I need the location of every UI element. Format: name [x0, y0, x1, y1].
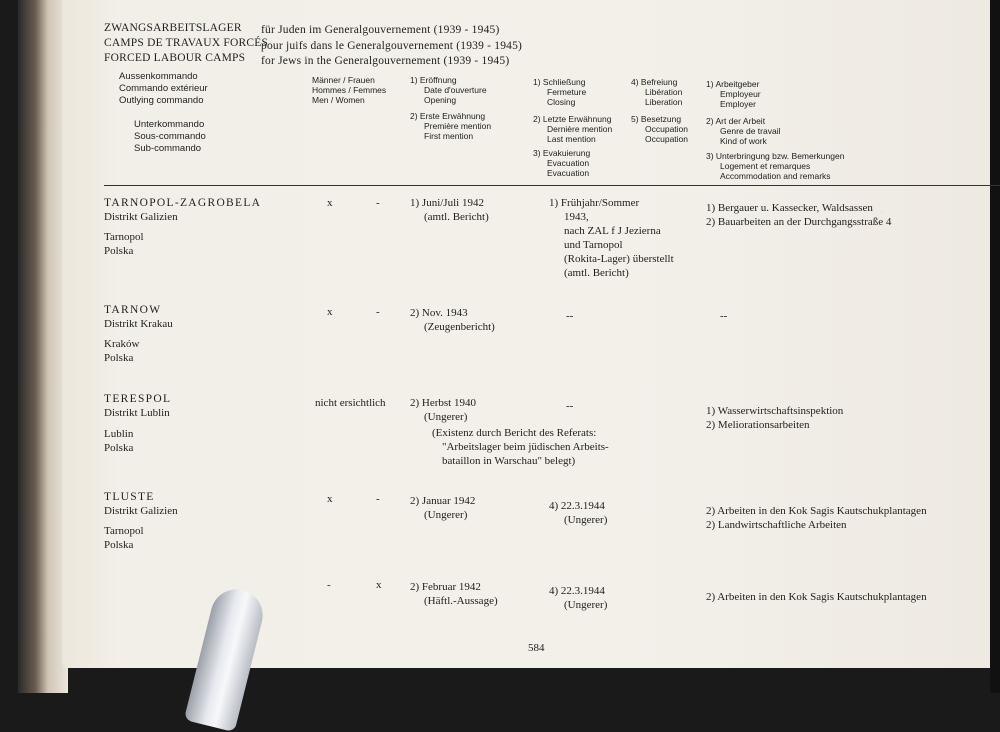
camp-name: TARNOPOL-ZAGROBELA — [104, 197, 262, 209]
occupation-de: 5) Besetzung — [631, 114, 682, 124]
outlying-fr: Commando extérieur — [119, 83, 208, 94]
closed-line: (Ungerer) — [564, 599, 608, 611]
liberation-de: 4) Befreiung — [631, 77, 678, 87]
town: Kraków — [104, 338, 140, 350]
work-kind-fr: Genre de travail — [720, 126, 781, 136]
first-mention-de: 2) Erste Erwähnung — [410, 111, 486, 121]
liberation-fr: Libération — [645, 87, 683, 97]
town: Tarnopol — [104, 525, 144, 537]
remark-line: 2) Bauarbeiten an der Durchgangsstraße 4 — [706, 216, 892, 228]
men-mark: - — [327, 579, 331, 591]
closing-de: 1) Schließung — [533, 77, 586, 87]
liberation-en: Liberation — [645, 97, 683, 107]
remark-line: 1) Wasserwirtschaftsinspektion — [706, 405, 844, 417]
last-mention-fr: Dernière mention — [547, 124, 613, 134]
last-mention-de: 2) Letzte Erwähnung — [533, 114, 612, 124]
opened-line: "Arbeitslager beim jüdischen Arbeits- — [442, 441, 609, 453]
gender-en: Men / Women — [312, 95, 365, 105]
closed-line: (amtl. Bericht) — [564, 267, 629, 279]
closed-line: (Ungerer) — [564, 514, 608, 526]
closed-line: 1) Frühjahr/Sommer — [549, 197, 640, 209]
camp-name: TARNOW — [104, 304, 162, 316]
women-mark: - — [376, 197, 380, 209]
closed-line: (Rokita-Lager) überstellt — [564, 253, 674, 265]
remark-line: 2) Arbeiten in den Kok Sagis Kautschukplantagen — [706, 591, 927, 603]
opened-line: (Häftl.-Aussage) — [424, 595, 498, 607]
camp-type-en: FORCED LABOUR CAMPS — [104, 52, 246, 64]
outlying-en: Outlying commando — [119, 95, 204, 106]
last-mention-en: Last mention — [547, 134, 596, 144]
remark-line: 2) Arbeiten in den Kok Sagis Kautschukplantagen — [706, 505, 927, 517]
closing-fr: Fermeture — [547, 87, 587, 97]
closed-line: nach ZAL f J Jezierna — [564, 225, 661, 237]
district: Distrikt Galizien — [104, 211, 178, 223]
opened-line: 1) Juni/Juli 1942 — [410, 197, 484, 209]
opened-line: (Ungerer) — [424, 509, 468, 521]
camp-name: TLUSTE — [104, 491, 155, 503]
header-for-fr: pour juifs dans le Generalgouvernement (1939 - 1945) — [261, 40, 523, 52]
employer-en: Employer — [720, 99, 756, 109]
accommodation-fr: Logement et remarques — [720, 161, 811, 171]
camp-name: TERESPOL — [104, 393, 172, 405]
occupation-en: Occupation — [645, 134, 688, 144]
remark-line: 2) Meliorationsarbeiten — [706, 419, 810, 431]
remark-line: 1) Bergauer u. Kassecker, Waldsassen — [706, 202, 873, 214]
closed-line: -- — [566, 400, 574, 412]
closed-line: -- — [566, 310, 574, 322]
camp-type-de: ZWANGSARBEITSLAGER — [104, 22, 242, 34]
town: Lublin — [104, 428, 134, 440]
remark-line: -- — [720, 310, 728, 322]
employer-de: 1) Arbeitgeber — [706, 79, 760, 89]
closed-line: und Tarnopol — [564, 239, 623, 251]
header-for-en: for Jews in the Generalgouvernement (1939 - 1945) — [261, 55, 510, 67]
first-mention-fr: Première mention — [424, 121, 492, 131]
evacuation-fr: Evacuation — [547, 158, 590, 168]
closed-line: 4) 22.3.1944 — [549, 500, 605, 512]
header-for-de: für Juden im Generalgouvernement (1939 - 1945) — [261, 24, 500, 36]
header-divider — [104, 185, 1000, 186]
closed-line: 4) 22.3.1944 — [549, 585, 605, 597]
page-number: 584 — [528, 642, 545, 654]
district: Distrikt Lublin — [104, 407, 170, 419]
sub-en: Sub-commando — [134, 143, 202, 154]
book-spine-edge — [18, 0, 68, 693]
opening-de: 1) Eröffnung — [410, 75, 457, 85]
opened-line: 2) Nov. 1943 — [410, 307, 468, 319]
women-mark: - — [376, 493, 380, 505]
background-edge — [990, 0, 1000, 693]
work-kind-de: 2) Art der Arbeit — [706, 116, 766, 126]
first-mention-en: First mention — [424, 131, 474, 141]
camp-type-fr: CAMPS DE TRAVAUX FORCÉS — [104, 37, 269, 49]
opening-fr: Date d'ouverture — [424, 85, 487, 95]
men-women-note: nicht ersichtlich — [315, 397, 386, 409]
accommodation-de: 3) Unterbringung bzw. Bemerkungen — [706, 151, 845, 161]
men-mark: x — [327, 197, 333, 209]
work-kind-en: Kind of work — [720, 136, 767, 146]
opened-line: (Ungerer) — [424, 411, 468, 423]
accommodation-en: Accommodation and remarks — [720, 171, 831, 181]
women-mark: - — [376, 306, 380, 318]
district: Distrikt Galizien — [104, 505, 178, 517]
gender-fr: Hommes / Femmes — [312, 85, 387, 95]
opening-en: Opening — [424, 95, 457, 105]
remark-line: 2) Landwirtschaftliche Arbeiten — [706, 519, 847, 531]
country: Polska — [104, 539, 134, 551]
evacuation-de: 3) Evakuierung — [533, 148, 591, 158]
men-mark: x — [327, 493, 333, 505]
sub-fr: Sous-commando — [134, 131, 206, 142]
opened-line: (amtl. Bericht) — [424, 211, 489, 223]
opened-line: 2) Herbst 1940 — [410, 397, 476, 409]
men-mark: x — [327, 306, 333, 318]
gender-de: Männer / Frauen — [312, 75, 375, 85]
sub-de: Unterkommando — [134, 119, 205, 130]
closed-line: 1943, — [564, 211, 589, 223]
country: Polska — [104, 352, 134, 364]
closing-en: Closing — [547, 97, 576, 107]
opened-line: bataillon in Warschau" belegt) — [442, 455, 576, 467]
employer-fr: Employeur — [720, 89, 761, 99]
women-mark: x — [376, 579, 382, 591]
opened-line: (Existenz durch Bericht des Referats: — [432, 427, 597, 439]
district: Distrikt Krakau — [104, 318, 173, 330]
occupation-fr: Occupation — [645, 124, 688, 134]
outlying-de: Aussenkommando — [119, 71, 198, 82]
country: Polska — [104, 442, 134, 454]
opened-line: 2) Januar 1942 — [410, 495, 476, 507]
opened-line: 2) Februar 1942 — [410, 581, 481, 593]
country: Polska — [104, 245, 134, 257]
evacuation-en: Evacuation — [547, 168, 590, 178]
town: Tarnopol — [104, 231, 144, 243]
opened-line: (Zeugenbericht) — [424, 321, 495, 333]
